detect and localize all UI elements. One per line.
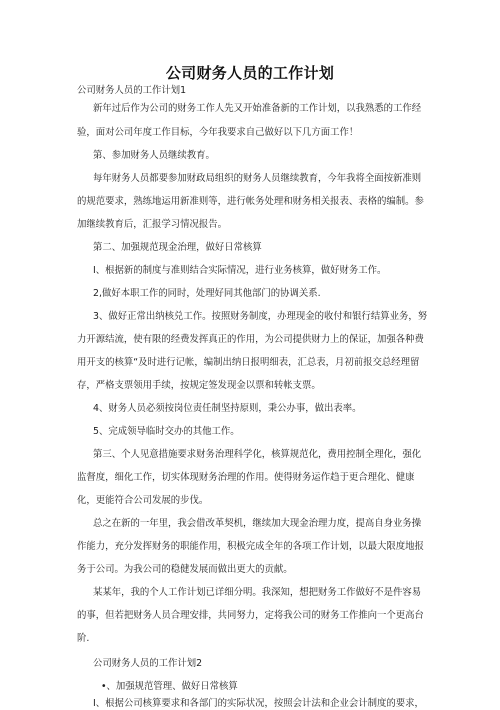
paragraph-line: 化，更能符合公司发展的步伐。: [77, 495, 209, 506]
paragraph-line: •、加强规范管理、做好日常核算: [101, 681, 238, 692]
paragraph-line: 5、完成领导临时交办的其他工作。: [93, 426, 240, 437]
paragraph-line: I、根据公司核算要求和各部门的实际状况，按照会计法和企业会计制度的要求，: [93, 698, 424, 709]
paragraph-line: 存，严格支票领用手续，按规定签发现金以票和转帐支票。: [77, 380, 321, 391]
section-heading-2: 公司财务人员的工作计划2: [93, 658, 203, 669]
paragraph-line: 用开支的核算“及时进行记帐，编制出纳日报明细表，汇总表，月初前报交总经理留: [77, 357, 420, 368]
paragraph-line: 3、做好正常出纳核兑工作。按照财务制度，办理现金的收付和银行结算业务，努: [93, 311, 428, 322]
paragraph-line: 2,做好本职工作的同时，处理好同其他部门的协调关系.: [93, 288, 321, 299]
document-title: 公司财务人员的工作计划: [165, 64, 335, 82]
paragraph-line: 某某年，我的个人工作计划已详细分明。我深知，想把财务工作做好不是件容易: [93, 587, 422, 598]
paragraph-line: 第三、个人见意措施要求财务治理科学化，核算规范化，费用控制全理化，强化: [93, 449, 422, 460]
paragraph-line: 监督度，细化工作，切实体现财务治理的作用。使得财务运作趋于更合理化、健康: [77, 472, 415, 483]
paragraph-line: 作能力，充分发挥财务的职能作用，积极完成全年的各项工作计划，以最大限度地报: [77, 541, 424, 552]
paragraph-line: 务于公司。为我公司的稳健发展而做出更大的贡献。: [77, 564, 293, 575]
paragraph-line: 阶.: [77, 633, 90, 644]
paragraph-line: 的事，但若把财务人员合理安排，共同努力，定将我公司的财务工作推向一个更高台: [77, 610, 424, 621]
paragraph-line: 新年过后作为公司的财务工作人先又开始准备新的工作计划，以我熟悉的工作经: [93, 103, 422, 114]
paragraph-line: 每年财务人员都要参加财政局组织的财务人员继续教育，今年我将全面按新准则: [93, 173, 422, 184]
paragraph-line: 4、财务人员必须按岗位责任制坚持原则，秉公办事，做出表率。: [93, 403, 362, 414]
section-heading-1: 公司财务人员的工作计划1: [77, 85, 187, 96]
paragraph-line: 第、参加财务人员继续教育。: [93, 150, 215, 161]
paragraph-line: 第二、加强规范现金治理，做好日常核算: [93, 242, 262, 253]
paragraph-line: I、根据新的制度与准则结合实际情况，进行业务核算，做好财务工作。: [93, 265, 387, 276]
paragraph-line: 力开源结流，使有限的经费发挥真正的作用，为公司提供财力上的保证，加强各种费: [77, 334, 424, 345]
paragraph-line: 总之在新的一年里，我会借改革契机，继续加大现金治理力度，提高自身业务操: [93, 518, 422, 529]
paragraph-line: 加继续教育后，汇报学习情况报告。: [77, 219, 228, 230]
paragraph-line: 的规范要求，熟练地运用新准则等，进行帐务处理和财务相关报表、表格的编制。参: [77, 196, 424, 207]
paragraph-line: 验，面对公司年度工作目标，今年我要求自己做好以下几方面工作！: [77, 127, 359, 138]
